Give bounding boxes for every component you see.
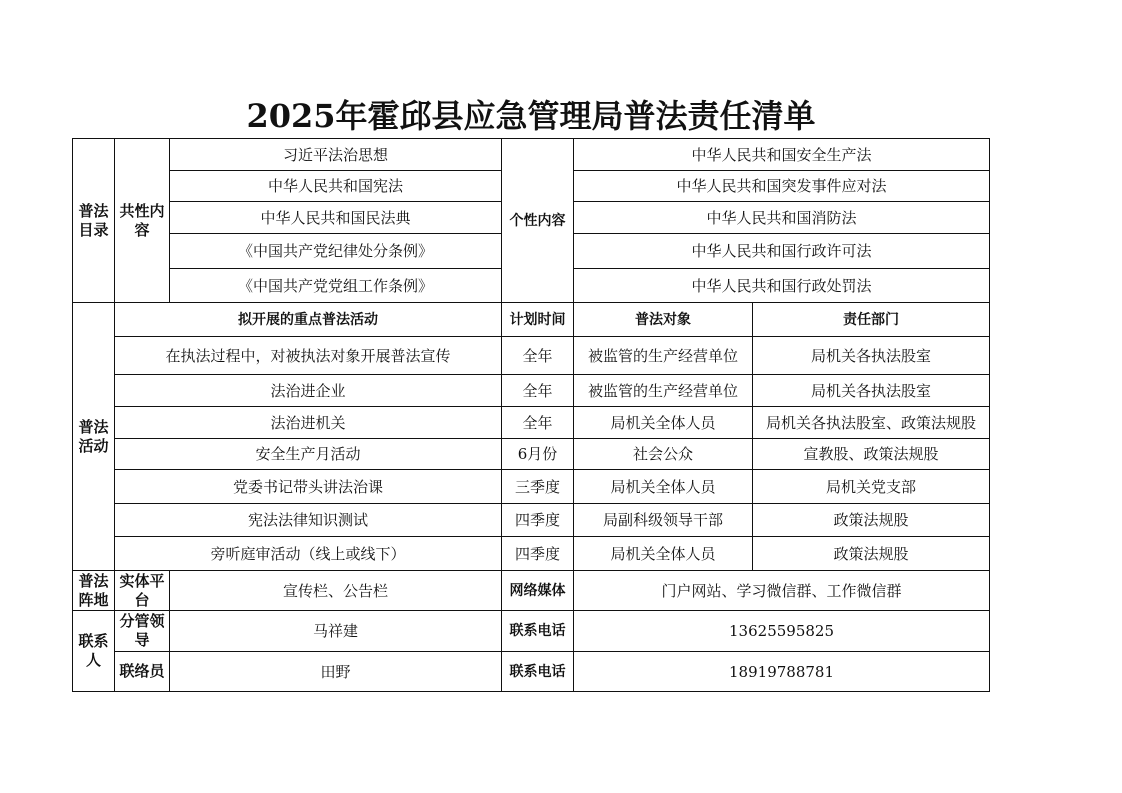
table-row [73, 652, 990, 692]
responsibility-table [72, 138, 990, 692]
table-row [73, 504, 990, 537]
leader-phone: 13625595825 [574, 611, 990, 652]
individual-item: 中华人民共和国行政处罚法 [574, 269, 990, 303]
leader-label: 分管领导 [115, 611, 170, 652]
activity-cell: 在执法过程中，对被执法对象开展普法宣传 [115, 337, 502, 375]
table-row [73, 439, 990, 470]
leader-name: 马祥建 [170, 611, 502, 652]
target-cell: 局机关全体人员 [574, 407, 753, 439]
liaison-phone-label: 联系电话 [502, 652, 574, 692]
table-row [73, 375, 990, 407]
individual-item: 中华人民共和国安全生产法 [574, 139, 990, 171]
liaison-label: 联络员 [115, 652, 170, 692]
liaison-name: 田野 [170, 652, 502, 692]
individual-item: 中华人民共和国突发事件应对法 [574, 171, 990, 202]
time-cell: 三季度 [502, 470, 574, 504]
department-cell: 局机关党支部 [753, 470, 990, 504]
individual-item: 中华人民共和国消防法 [574, 202, 990, 234]
activity-header: 拟开展的重点普法活动 [115, 303, 502, 337]
activity-cell: 法治进企业 [115, 375, 502, 407]
target-cell: 社会公众 [574, 439, 753, 470]
time-cell: 全年 [502, 407, 574, 439]
target-cell: 局副科级领导干部 [574, 504, 753, 537]
target-header: 普法对象 [574, 303, 753, 337]
activity-cell: 宪法法律知识测试 [115, 504, 502, 537]
physical-platform-value: 宣传栏、公告栏 [170, 571, 502, 611]
activity-cell: 党委书记带头讲法治课 [115, 470, 502, 504]
individual-item: 中华人民共和国行政许可法 [574, 234, 990, 269]
liaison-phone: 18919788781 [574, 652, 990, 692]
department-cell: 政策法规股 [753, 504, 990, 537]
table-row [73, 337, 990, 375]
activity-cell: 安全生产月活动 [115, 439, 502, 470]
individual-content-label: 个性内容 [502, 139, 574, 303]
common-item: 中华人民共和国宪法 [170, 171, 502, 202]
online-media-value: 门户网站、学习微信群、工作微信群 [574, 571, 990, 611]
time-cell: 四季度 [502, 537, 574, 571]
common-item: 《中国共产党党组工作条例》 [170, 269, 502, 303]
common-content-label: 共性内容 [115, 139, 170, 303]
time-header: 计划时间 [502, 303, 574, 337]
time-cell: 四季度 [502, 504, 574, 537]
venue-section-label: 普法阵地 [73, 571, 115, 611]
page-title: 2025年霍邱县应急管理局普法责任清单 [246, 97, 816, 135]
physical-platform-label: 实体平台 [115, 571, 170, 611]
activity-cell: 法治进机关 [115, 407, 502, 439]
time-cell: 全年 [502, 375, 574, 407]
department-cell: 宣教股、政策法规股 [753, 439, 990, 470]
target-cell: 局机关全体人员 [574, 470, 753, 504]
table-row [73, 571, 990, 611]
department-cell: 局机关各执法股室 [753, 337, 990, 375]
online-media-label: 网络媒体 [502, 571, 574, 611]
time-cell: 6月份 [502, 439, 574, 470]
common-item: 中华人民共和国民法典 [170, 202, 502, 234]
department-cell: 局机关各执法股室 [753, 375, 990, 407]
department-cell: 政策法规股 [753, 537, 990, 571]
directory-section-label: 普法目录 [73, 139, 115, 303]
table-row [73, 407, 990, 439]
table-row [73, 537, 990, 571]
activities-section-label: 普法活动 [73, 303, 115, 571]
target-cell: 局机关全体人员 [574, 537, 753, 571]
target-cell: 被监管的生产经营单位 [574, 337, 753, 375]
table-row [73, 139, 990, 171]
contacts-section-label: 联系人 [73, 611, 115, 692]
time-cell: 全年 [502, 337, 574, 375]
common-item: 《中国共产党纪律处分条例》 [170, 234, 502, 269]
table-row [73, 470, 990, 504]
target-cell: 被监管的生产经营单位 [574, 375, 753, 407]
table-row [73, 303, 990, 337]
common-item: 习近平法治思想 [170, 139, 502, 171]
leader-phone-label: 联系电话 [502, 611, 574, 652]
activity-cell: 旁听庭审活动（线上或线下） [115, 537, 502, 571]
department-cell: 局机关各执法股室、政策法规股 [753, 407, 990, 439]
table-row [73, 611, 990, 652]
department-header: 责任部门 [753, 303, 990, 337]
